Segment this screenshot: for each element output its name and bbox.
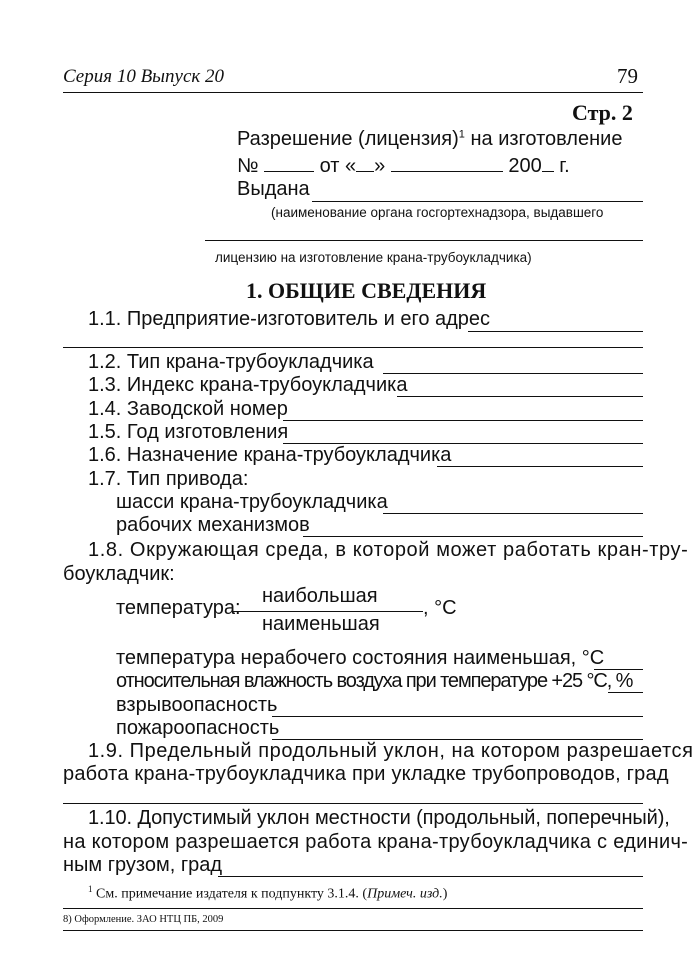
footer-rule-top bbox=[63, 908, 643, 909]
footnote-italic: Примеч. изд. bbox=[367, 886, 443, 902]
permit-footnote-mark: 1 bbox=[458, 128, 465, 141]
number-field[interactable] bbox=[264, 153, 314, 172]
temp-label: температура: bbox=[116, 597, 241, 619]
humidity-label: относительная влажность воздуха при температуре +25 °С, % bbox=[116, 670, 633, 692]
page-ref: Стр. 2 bbox=[572, 100, 633, 125]
issuer-caption-2: лицензию на изготовление крана-трубоукладчика) bbox=[215, 250, 532, 265]
permit-label: Разрешение (лицензия) bbox=[237, 128, 459, 150]
page-number: 79 bbox=[617, 64, 638, 88]
item-1-7-chassis-field[interactable] bbox=[383, 495, 643, 514]
item-1-9-field[interactable] bbox=[63, 803, 643, 804]
section-title: 1. ОБЩИЕ СВЕДЕНИЯ bbox=[246, 278, 487, 303]
fire-label: пожароопасность bbox=[116, 717, 280, 739]
year-prefix: 200 bbox=[508, 155, 542, 177]
temp-max-label: наибольшая bbox=[262, 585, 378, 607]
item-1-2-field[interactable] bbox=[383, 355, 643, 374]
issuer-rule[interactable] bbox=[205, 240, 643, 241]
item-1-10-line-1: 1.10. Допустимый уклон местности (продольный, поперечный), bbox=[88, 807, 670, 829]
item-1-4-label: 1.4. Заводской номер bbox=[88, 398, 288, 420]
item-1-10-line-2: на котором разрешается работа крана-трубоукладчика с единич- bbox=[63, 831, 689, 853]
number-label: № bbox=[237, 155, 259, 177]
item-1-8-line-1: 1.8. Окружающая среда, в которой может работать кран-тру- bbox=[88, 539, 689, 561]
temp-idle-label: температура нерабочего состояния наименьшая, °С bbox=[116, 647, 605, 669]
explosion-label: взрывоопасность bbox=[116, 694, 278, 716]
year-field[interactable] bbox=[542, 153, 554, 172]
item-1-6-label: 1.6. Назначение крана-трубоукладчика bbox=[88, 444, 452, 466]
item-1-7-mech-label: рабочих механизмов bbox=[116, 514, 310, 536]
item-1-7-label: 1.7. Тип привода: bbox=[88, 468, 249, 490]
header-rule bbox=[63, 92, 643, 93]
item-1-9-line-1: 1.9. Предельный продольный уклон, на котором разрешается bbox=[88, 740, 694, 762]
item-1-9-line-2: работа крана-трубоукладчика при укладке трубопроводов, град bbox=[63, 763, 669, 785]
temp-fraction-line bbox=[232, 611, 423, 612]
issued-field[interactable] bbox=[312, 183, 643, 202]
permit-line bbox=[237, 128, 622, 151]
item-1-4-field[interactable] bbox=[283, 402, 643, 421]
from-label: от « bbox=[319, 155, 357, 177]
footnote-close: ) bbox=[442, 886, 448, 902]
item-1-5-field[interactable] bbox=[283, 425, 643, 444]
fire-field[interactable] bbox=[272, 721, 643, 740]
item-1-5-label: 1.5. Год изготовления bbox=[88, 421, 289, 443]
footnote bbox=[88, 884, 447, 903]
temp-idle-field[interactable] bbox=[594, 651, 643, 670]
temp-unit: , °С bbox=[423, 597, 457, 619]
number-date-line bbox=[237, 153, 570, 178]
item-1-8-line-2: боукладчик: bbox=[63, 563, 175, 585]
month-field[interactable] bbox=[391, 153, 503, 172]
item-1-10-field[interactable] bbox=[218, 858, 643, 877]
item-1-7-mech-field[interactable] bbox=[303, 518, 643, 537]
item-1-3-field[interactable] bbox=[397, 378, 643, 397]
permit-suffix: на изготовление bbox=[464, 128, 623, 150]
item-1-1-second-line[interactable] bbox=[63, 347, 643, 348]
imprint: 8) Оформление. ЗАО НТЦ ПБ, 2009 bbox=[63, 914, 224, 925]
close-quote: » bbox=[374, 155, 386, 177]
item-1-7-chassis-label: шасси крана-трубоукладчика bbox=[116, 491, 388, 513]
footnote-text: См. примечание издателя к подпункту 3.1.4. ( bbox=[96, 886, 368, 902]
item-1-10-line-3: ным грузом, град bbox=[63, 854, 223, 876]
explosion-field[interactable] bbox=[272, 698, 643, 717]
issued-label: Выдана bbox=[237, 178, 310, 200]
item-1-1-label: 1.1. Предприятие-изготовитель и его адрес bbox=[88, 308, 491, 330]
running-header-series: Серия 10 Выпуск 20 bbox=[63, 66, 225, 87]
item-1-2-label: 1.2. Тип крана-трубоукладчика bbox=[88, 351, 374, 373]
year-suffix: г. bbox=[553, 155, 570, 177]
humidity-field[interactable] bbox=[608, 674, 643, 693]
item-1-3-label: 1.3. Индекс крана-трубоукладчика bbox=[88, 374, 408, 396]
footnote-marker: 1 bbox=[88, 884, 93, 894]
item-1-1-field[interactable] bbox=[468, 313, 643, 332]
day-field[interactable] bbox=[356, 153, 374, 172]
issuer-caption-1: (наименование органа госгортехнадзора, выдавшего bbox=[271, 205, 604, 220]
temp-min-label: наименьшая bbox=[262, 613, 380, 635]
item-1-6-field[interactable] bbox=[437, 448, 643, 467]
footer-rule-bottom bbox=[63, 930, 643, 931]
